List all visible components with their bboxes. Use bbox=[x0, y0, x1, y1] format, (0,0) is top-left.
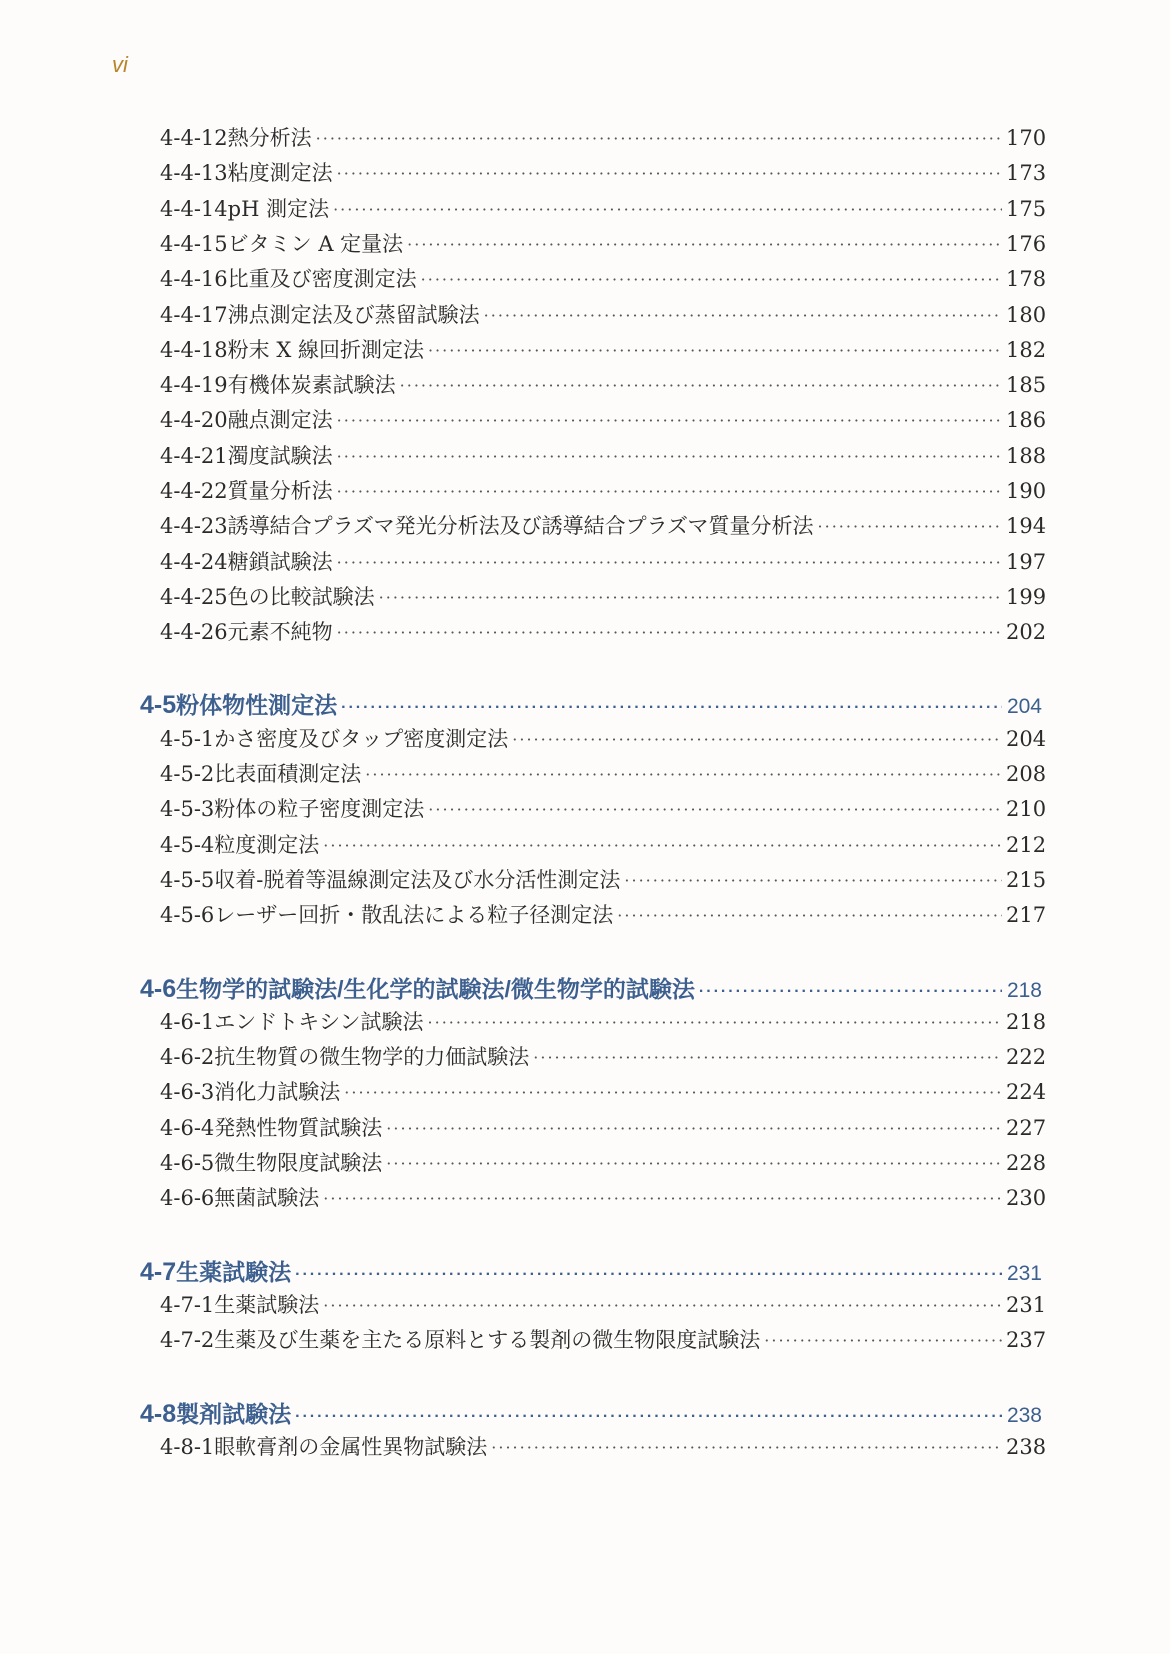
toc-entry[interactable] bbox=[160, 479, 1047, 503]
entry-page-number: 194 bbox=[1006, 514, 1047, 538]
entry-number: 4-5 bbox=[140, 691, 177, 719]
toc-entry[interactable] bbox=[160, 762, 1047, 786]
entry-number: 4-5-1 bbox=[160, 727, 215, 751]
dot-leader bbox=[533, 1050, 1002, 1066]
dot-leader bbox=[428, 343, 1002, 359]
dot-leader bbox=[428, 1015, 1002, 1031]
entry-page-number: 186 bbox=[1006, 408, 1047, 432]
entry-page-number: 222 bbox=[1006, 1045, 1047, 1069]
dot-leader bbox=[512, 732, 1002, 748]
dot-leader bbox=[699, 984, 1002, 1000]
toc-entry[interactable] bbox=[160, 303, 1047, 327]
entry-page-number: 202 bbox=[1006, 620, 1047, 644]
toc-entry[interactable] bbox=[160, 1010, 1047, 1034]
dot-leader bbox=[617, 908, 1002, 924]
entry-title: 比重及び密度測定法 bbox=[227, 267, 417, 291]
entry-title: 粉体物性測定法 bbox=[176, 692, 338, 718]
entry-page-number: 231 bbox=[1006, 1262, 1042, 1285]
entry-page-number: 175 bbox=[1006, 197, 1047, 221]
entry-number: 4-4-23 bbox=[160, 514, 228, 538]
entry-title: 微生物限度試験法 bbox=[214, 1151, 383, 1175]
dot-leader bbox=[386, 1121, 1002, 1137]
entry-page-number: 228 bbox=[1006, 1151, 1047, 1175]
entry-page-number: 197 bbox=[1006, 550, 1047, 574]
toc-section-heading[interactable] bbox=[140, 1260, 1042, 1285]
toc-entry[interactable] bbox=[160, 1080, 1047, 1104]
toc-entry[interactable] bbox=[160, 1328, 1047, 1352]
entry-number: 4-6 bbox=[140, 975, 177, 1003]
entry-title: エンドトキシン試験法 bbox=[214, 1010, 424, 1034]
dot-leader bbox=[323, 1191, 1002, 1207]
dot-leader bbox=[764, 1333, 1002, 1349]
entry-number: 4-7-1 bbox=[160, 1293, 215, 1317]
entry-number: 4-4-16 bbox=[160, 267, 228, 291]
dot-leader bbox=[323, 838, 1002, 854]
entry-page-number: 224 bbox=[1006, 1080, 1047, 1104]
entry-title: 発熱性物質試験法 bbox=[214, 1116, 383, 1140]
entry-title: 沸点測定法及び蒸留試験法 bbox=[227, 303, 480, 327]
entry-page-number: 218 bbox=[1006, 979, 1042, 1002]
dot-leader bbox=[295, 1409, 1002, 1425]
entry-number: 4-8 bbox=[140, 1400, 177, 1428]
toc-entry[interactable] bbox=[160, 232, 1047, 256]
entry-title: 粒度測定法 bbox=[214, 833, 320, 857]
entry-number: 4-4-12 bbox=[160, 126, 228, 150]
entry-number: 4-5-3 bbox=[160, 797, 215, 821]
entry-number: 4-4-24 bbox=[160, 550, 228, 574]
dot-leader bbox=[624, 873, 1002, 889]
entry-number: 4-4-20 bbox=[160, 408, 228, 432]
entry-number: 4-6-4 bbox=[160, 1116, 215, 1140]
toc-entry[interactable] bbox=[160, 373, 1047, 397]
dot-leader bbox=[365, 767, 1002, 783]
entry-page-number: 208 bbox=[1006, 762, 1047, 786]
entry-title: 誘導結合プラズマ発光分析法及び誘導結合プラズマ質量分析法 bbox=[227, 514, 814, 538]
entry-page-number: 227 bbox=[1006, 1116, 1047, 1140]
entry-page-number: 204 bbox=[1006, 695, 1042, 718]
dot-leader bbox=[407, 237, 1002, 253]
dot-leader bbox=[333, 202, 1002, 218]
entry-number: 4-6-6 bbox=[160, 1186, 215, 1210]
toc-entry[interactable] bbox=[160, 1045, 1047, 1069]
entry-title: 抗生物質の微生物学的力価試験法 bbox=[214, 1045, 530, 1069]
entry-page-number: 238 bbox=[1006, 1435, 1047, 1459]
entry-number: 4-4-13 bbox=[160, 161, 228, 185]
entry-number: 4-4-21 bbox=[160, 444, 228, 468]
toc-entry[interactable] bbox=[160, 408, 1047, 432]
dot-leader bbox=[344, 1085, 1002, 1101]
toc-entry[interactable] bbox=[160, 1116, 1047, 1140]
entry-title: レーザー回折・散乱法による粒子径測定法 bbox=[214, 903, 614, 927]
entry-page-number: 210 bbox=[1006, 797, 1047, 821]
entry-title: 色の比較試験法 bbox=[227, 585, 375, 609]
toc-entry[interactable] bbox=[160, 868, 1047, 892]
entry-page-number: 180 bbox=[1006, 303, 1047, 327]
entry-title: 粉体の粒子密度測定法 bbox=[214, 797, 425, 821]
entry-title: 収着-脱着等温線測定法及び水分活性測定法 bbox=[214, 868, 621, 892]
entry-title: 熱分析法 bbox=[227, 126, 312, 150]
dot-leader bbox=[818, 519, 1002, 535]
entry-title: 生薬試験法 bbox=[176, 1259, 292, 1285]
dot-leader bbox=[428, 802, 1002, 818]
toc-entry[interactable] bbox=[160, 338, 1047, 362]
entry-title: かさ密度及びタップ密度測定法 bbox=[214, 727, 509, 751]
dot-leader bbox=[337, 484, 1002, 500]
entry-number: 4-5-4 bbox=[160, 833, 215, 857]
dot-leader bbox=[295, 1267, 1002, 1283]
entry-number: 4-4-26 bbox=[160, 620, 228, 644]
dot-leader bbox=[491, 1440, 1002, 1456]
entry-page-number: 217 bbox=[1006, 903, 1047, 927]
entry-number: 4-6-5 bbox=[160, 1151, 215, 1175]
toc-entry[interactable] bbox=[160, 550, 1047, 574]
toc-entry[interactable] bbox=[160, 444, 1047, 468]
toc-section-heading[interactable] bbox=[140, 693, 1042, 718]
entry-page-number: 199 bbox=[1006, 585, 1047, 609]
dot-leader bbox=[341, 700, 1002, 716]
dot-leader bbox=[316, 131, 1002, 147]
entry-page-number: 178 bbox=[1006, 267, 1047, 291]
entry-title: 生薬及び生薬を主たる原料とする製剤の微生物限度試験法 bbox=[214, 1328, 761, 1352]
toc-entry[interactable] bbox=[160, 797, 1047, 821]
entry-title: 製剤試験法 bbox=[176, 1401, 292, 1427]
entry-page-number: 188 bbox=[1006, 444, 1047, 468]
entry-number: 4-4-22 bbox=[160, 479, 228, 503]
entry-number: 4-7 bbox=[140, 1258, 177, 1286]
toc-entry[interactable] bbox=[160, 1435, 1047, 1459]
entry-number: 4-5-5 bbox=[160, 868, 215, 892]
entry-page-number: 237 bbox=[1006, 1328, 1047, 1352]
entry-number: 4-6-3 bbox=[160, 1080, 215, 1104]
entry-page-number: 182 bbox=[1006, 338, 1047, 362]
entry-title: 濁度試験法 bbox=[227, 444, 333, 468]
entry-title: 有機体炭素試験法 bbox=[227, 373, 396, 397]
entry-title: pH 測定法 bbox=[227, 197, 330, 221]
entry-number: 4-4-14 bbox=[160, 197, 228, 221]
entry-number: 4-4-19 bbox=[160, 373, 228, 397]
entry-number: 4-4-17 bbox=[160, 303, 228, 327]
entry-page-number: 173 bbox=[1006, 161, 1047, 185]
toc-section-heading[interactable] bbox=[140, 1402, 1042, 1427]
entry-number: 4-6-1 bbox=[160, 1010, 215, 1034]
toc-entry[interactable] bbox=[160, 1186, 1047, 1210]
entry-title: 比表面積測定法 bbox=[214, 762, 362, 786]
entry-title: 無菌試験法 bbox=[214, 1186, 320, 1210]
dot-leader bbox=[386, 1156, 1002, 1172]
toc-entry[interactable] bbox=[160, 1293, 1047, 1317]
entry-page-number: 204 bbox=[1006, 727, 1047, 751]
dot-leader bbox=[337, 166, 1002, 182]
dot-leader bbox=[323, 1298, 1002, 1314]
entry-number: 4-7-2 bbox=[160, 1328, 215, 1352]
entry-page-number: 238 bbox=[1006, 1404, 1042, 1427]
entry-number: 4-4-15 bbox=[160, 232, 228, 256]
entry-title: 消化力試験法 bbox=[214, 1080, 341, 1104]
toc-entry[interactable] bbox=[160, 514, 1047, 538]
toc-entry[interactable] bbox=[160, 903, 1047, 927]
entry-number: 4-5-6 bbox=[160, 903, 215, 927]
entry-title: 生物学的試験法/生化学的試験法/微生物学的試験法 bbox=[176, 976, 695, 1002]
dot-leader bbox=[337, 449, 1002, 465]
entry-number: 4-4-25 bbox=[160, 585, 228, 609]
toc-entry[interactable] bbox=[160, 620, 1047, 644]
toc-entry[interactable] bbox=[160, 727, 1047, 751]
entry-title: 融点測定法 bbox=[227, 408, 333, 432]
entry-page-number: 230 bbox=[1006, 1186, 1047, 1210]
toc-entry[interactable] bbox=[160, 267, 1047, 291]
entry-page-number: 215 bbox=[1006, 868, 1047, 892]
toc-entry[interactable] bbox=[160, 585, 1047, 609]
entry-number: 4-5-2 bbox=[160, 762, 215, 786]
entry-title: 元素不純物 bbox=[227, 620, 333, 644]
dot-leader bbox=[400, 378, 1002, 394]
dot-leader bbox=[421, 272, 1002, 288]
dot-leader bbox=[337, 625, 1002, 641]
dot-leader bbox=[484, 308, 1002, 324]
entry-title: 生薬試験法 bbox=[214, 1293, 320, 1317]
entry-title: ビタミン A 定量法 bbox=[227, 232, 404, 256]
entry-number: 4-4-18 bbox=[160, 338, 228, 362]
toc-entry[interactable] bbox=[160, 197, 1047, 221]
entry-title: 粘度測定法 bbox=[227, 161, 333, 185]
toc-entry[interactable] bbox=[160, 161, 1047, 185]
entry-page-number: 170 bbox=[1006, 126, 1047, 150]
toc-entry[interactable] bbox=[160, 1151, 1047, 1175]
dot-leader bbox=[337, 555, 1002, 571]
entry-page-number: 231 bbox=[1006, 1293, 1047, 1317]
page-number: vi bbox=[112, 52, 128, 77]
toc-entry[interactable] bbox=[160, 833, 1047, 857]
entry-page-number: 190 bbox=[1006, 479, 1047, 503]
entry-title: 質量分析法 bbox=[227, 479, 333, 503]
entry-title: 糖鎖試験法 bbox=[227, 550, 333, 574]
entry-title: 粉末 X 線回折測定法 bbox=[227, 338, 424, 362]
entry-number: 4-8-1 bbox=[160, 1435, 215, 1459]
entry-page-number: 212 bbox=[1006, 833, 1047, 857]
dot-leader bbox=[379, 590, 1002, 606]
entry-page-number: 218 bbox=[1006, 1010, 1047, 1034]
entry-title: 眼軟膏剤の金属性異物試験法 bbox=[214, 1435, 488, 1459]
dot-leader bbox=[337, 413, 1002, 429]
entry-number: 4-6-2 bbox=[160, 1045, 215, 1069]
toc-entry[interactable] bbox=[160, 126, 1047, 150]
entry-page-number: 185 bbox=[1006, 373, 1047, 397]
toc-section-heading[interactable] bbox=[140, 977, 1042, 1002]
entry-page-number: 176 bbox=[1006, 232, 1047, 256]
